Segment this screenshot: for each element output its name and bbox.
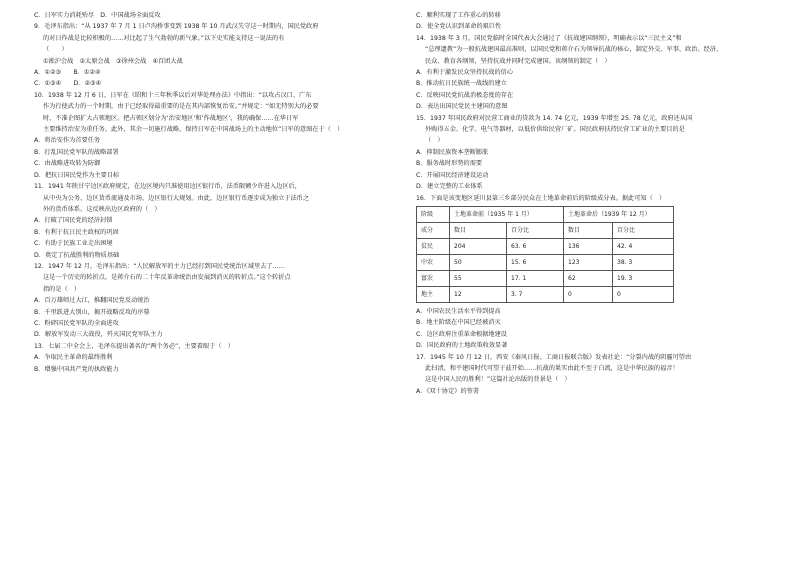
left-column	[34, 10, 374, 375]
answer-option: A．《双十协定》的签署	[416, 387, 480, 395]
table-header-cell: 土地革命后（1939 年 12 月）	[564, 206, 674, 222]
table-cell: 123	[564, 254, 613, 270]
answer-option: B．地主阶级在中国已经被消灭	[416, 319, 501, 327]
answer-option: A．争取民主革命的最终胜利	[34, 354, 113, 362]
answer-option: C．开展国民经济建设运动	[416, 171, 489, 179]
table-cell: 50	[450, 254, 507, 270]
question-text-line: （ ）	[425, 137, 444, 145]
table-cell: 贫民	[417, 238, 450, 254]
table-row	[417, 254, 674, 270]
table-cell: 0	[613, 286, 674, 302]
table-cell: 38. 3	[613, 254, 674, 270]
question-text-line: 外购得五金、化学、电气等器材，以低价供给民营厂矿。国民政府扶持民营工矿业的主要目的是	[425, 126, 685, 134]
right-bottom-block	[416, 306, 762, 397]
answer-option: C．有助于民族工业走出困境	[34, 240, 113, 248]
table-cell: 63. 6	[507, 238, 564, 254]
table-header-cell: 百分比	[507, 222, 564, 238]
answer-option: C．粉碎国民党军队的全面进攻	[34, 319, 119, 327]
answer-option: A．百万雄师过大江，推翻国民党反动统治	[34, 297, 150, 305]
question-text-line: 16．下面是该变地区延川县第三乡部分民众在土地革命前后的阶级成分表。据此可知（ ）	[416, 194, 666, 202]
answer-option: B．打乱国民党军队的战略部署	[34, 148, 119, 156]
question-text-line: 的对日作战是比较积极的……对比起了生气勃勃的新气象。”以下史实能支持这一说法的有	[43, 34, 285, 42]
answer-option: D．建立完整的工业体系	[416, 183, 483, 191]
table-cell: 42. 4	[613, 238, 674, 254]
table-cell: 62	[564, 270, 613, 286]
table-cell: 19. 3	[613, 270, 674, 286]
question-text-line: 这是中国人民的胜利！”这篇社论出版的背景是（ ）	[425, 376, 571, 384]
table-cell: 0	[564, 286, 613, 302]
answer-option: C．由战略进攻转为防御	[34, 160, 101, 168]
table-cell: 136	[564, 238, 613, 254]
answer-option: D．表达出国民党民主建国的意图	[416, 103, 508, 111]
table-cell: 204	[450, 238, 507, 254]
table-row	[417, 238, 674, 254]
question-text-line: 民众、教育各纲领，坚持抗战并同时完成建国。该纲领的制定（ ）	[425, 57, 611, 65]
question-text-line: 10．1938 年 12 月 6 日，日军在《昭和十三年秋季以后对华处理办法》中指出：“以攻占汉口、广东	[34, 91, 312, 99]
right-top-block	[416, 10, 762, 204]
question-text-line: 从中央为公务，边区货币流通及市场，边区银行大规划。由此，边区银行币逐步成为独立于法币之	[43, 194, 310, 202]
answer-option: D．解放军发动三大战役，歼灭国民党军队主力	[34, 331, 163, 339]
answer-option: B．服务战时形势的需要	[416, 160, 483, 168]
question-text-line: 13．七届二中全会上，毛泽东提出著名的“两个务必”，主要着眼于（ ）	[34, 342, 234, 350]
answer-option: A．将治安作为首要任务	[34, 137, 101, 145]
answer-option: A．中国农民生活水平得到提高	[416, 307, 501, 315]
table-cell: 地主	[417, 286, 450, 302]
answer-option: B．千里跃进大别山，揭开战略反攻的序幕	[34, 308, 150, 316]
question-text-line: 这是一个历史的转折点，是蒋介石的二十年反革命统治由发展到消灭的转折点。”这个转折点	[43, 274, 291, 282]
table-cell: 富农	[417, 270, 450, 286]
answer-option: C．边区政府注重革命根据地建设	[416, 330, 507, 338]
table-row	[417, 270, 674, 286]
question-text-line: 时，不准企图扩大占领地区。把占领区划分为‘治安地区’和‘作战地区’，我的确保……在华日军	[43, 114, 299, 122]
question-text-line: ①淞沪会战 ②太原会战 ③徐州会战 ④百团大战	[43, 57, 183, 65]
table-header-cell: 百分比	[613, 222, 674, 238]
table-header-cell: 阶级	[417, 206, 450, 222]
class-composition-table	[416, 206, 674, 303]
answer-option: C．反映国民党抗战消极态度的存在	[416, 91, 514, 99]
question-text-line: 14．1938 年 3 月，国民党临时全国代表大会通过了《抗战建国纲领》，明确表示以“三民主义”和	[416, 34, 682, 42]
question-text-line: 15．1937 年国民政府对民营工商业的贷款为 14. 74 亿元，1939 年增至 25. 78 亿元，政府还从国	[416, 114, 693, 122]
table-cell: 17. 1	[507, 270, 564, 286]
question-text-line: 9．毛泽东指出：“从 1937 年 7 月 1 日卢沟桥事变到 1938 年 10 月武汉失守这一时期内，国民党政府	[34, 23, 319, 31]
question-text-line: 11．1941 年陕甘宁边区政府规定，在边区境内只准使用边区银行币，法币限额少许进入边区后，	[34, 183, 301, 191]
table-cell: 中农	[417, 254, 450, 270]
answer-option: D．把抗日国民党作为主要目标	[34, 171, 120, 179]
answer-option: C．顺利实现了工作重心的转移	[416, 12, 501, 19]
answer-option: B．增强中国共产党的执政能力	[34, 365, 119, 373]
table-cell: 12	[450, 286, 507, 302]
answer-option: D．奠定了抗战胜利的物质基础	[34, 251, 120, 259]
answer-option: D．国民政府的土地政策收效显著	[416, 342, 508, 350]
question-text-line: “总理遗教”为一般抗战建国最高准则，以国民党和蒋介石为领导抗战的核心，制定外交、军事、政治、经济、	[425, 46, 723, 54]
answer-option: A．①②③ B．①②④	[34, 69, 101, 77]
answer-option: A．有利于激发民众坚持抗战的信心	[416, 69, 514, 77]
table-header-cell: 数目	[564, 222, 613, 238]
question-text-line: （ ）	[43, 46, 68, 54]
table-header-cell: 土地革命前（1935 年 1 月）	[450, 206, 564, 222]
question-text-line: 17．1945 年 10 月 12 日，西安《秦风日报、工商日报联合版》发表社论：“分裂内战的阴霾可望由	[416, 353, 692, 361]
question-text-line: 主要维持治安为重任务。此外，其余一切施行战略，保持日军在中国战场上的主动地位”日军的意图在于（ ）	[43, 126, 344, 134]
table-header-row	[417, 206, 674, 222]
table-cell: 15. 6	[507, 254, 564, 270]
question-text-line: 12．1947 年 12 月，毛泽东指出：“人民解放军的主力已经打到国民党统治区域里去了……	[34, 262, 285, 270]
answer-option: B．推动抗日民族统一战线的建立	[416, 80, 507, 88]
question-text-line: 外的货币体系。这反映出边区政府的（ ）	[43, 205, 161, 213]
table-subheader-row	[417, 222, 674, 238]
question-text-line: 此扫清，和平建国时代可望于兹开始……抗战的果实由此不至于白流，这是中华民族的福音！	[425, 364, 679, 372]
answer-option: C．日军实力消耗殆尽 D．中国战场全面反攻	[34, 12, 161, 19]
answer-option: C．①③④ D．②③④	[34, 80, 102, 88]
table-row	[417, 286, 674, 302]
answer-option: B．有利于抗日民主政权的巩固	[34, 228, 119, 236]
right-column	[416, 10, 762, 397]
table-cell: 3. 7	[507, 286, 564, 302]
answer-option: A．抑制民族资本垄断膨胀	[416, 148, 489, 156]
table-header-cell: 成分	[417, 222, 450, 238]
table-cell: 55	[450, 270, 507, 286]
question-text-line: 作为行使武力的一个时期，由于已经取得最重要的是在其内部恢复治安。”并规定：“如无特别大的必要	[43, 103, 319, 111]
answer-option: D．使全党认识到革命的艰巨性	[416, 23, 502, 31]
question-text-line: 指的是（ ）	[43, 285, 81, 293]
answer-option: A．打破了国民党的经济封锁	[34, 217, 113, 225]
table-header-cell: 数目	[450, 222, 507, 238]
